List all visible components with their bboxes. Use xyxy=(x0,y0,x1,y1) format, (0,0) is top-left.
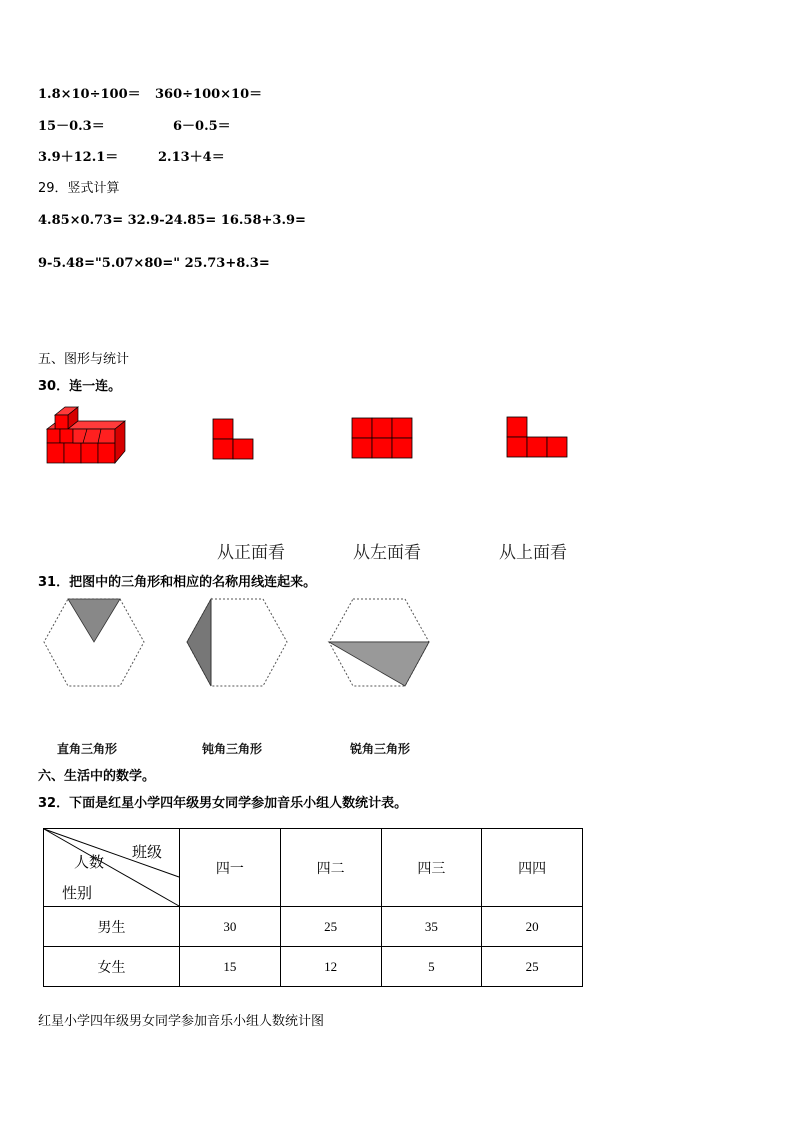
view-label-front: 从正面看 xyxy=(217,543,285,563)
table-cell: 12 xyxy=(280,947,381,987)
view-label-top: 从上面看 xyxy=(499,543,567,563)
view-label-left: 从左面看 xyxy=(353,543,421,563)
corner-label-gender: 性别 xyxy=(62,884,93,902)
col-header: 四二 xyxy=(280,829,381,907)
table-cell: 5 xyxy=(381,947,482,987)
hexagon-right-triangle xyxy=(42,597,146,689)
table-cell: 30 xyxy=(180,907,281,947)
table-cell: 25 xyxy=(280,907,381,947)
corner-label-count: 人数 xyxy=(74,853,105,871)
calc-2b: 6－0.5＝ xyxy=(173,119,231,134)
table-cell: 25 xyxy=(482,947,583,987)
row-header-girls: 女生 xyxy=(44,947,180,987)
q29-title: 29．竖式计算 xyxy=(38,181,120,196)
table-cell: 15 xyxy=(180,947,281,987)
view-shape-long xyxy=(507,417,569,459)
calc-1a: 1.8×10÷100＝ xyxy=(38,87,141,102)
label-right-triangle: 直角三角形 xyxy=(57,742,118,756)
col-header: 四四 xyxy=(482,829,583,907)
cube-stack-figure xyxy=(45,407,125,467)
calc-1b: 360÷100×10＝ xyxy=(155,87,263,102)
view-shape-grid xyxy=(352,418,414,460)
label-obtuse-triangle: 钝角三角形 xyxy=(202,742,263,756)
table-cell: 35 xyxy=(381,907,482,947)
q31-title: 31．把图中的三角形和相应的名称用线连起来。 xyxy=(38,575,317,590)
col-header: 四三 xyxy=(381,829,482,907)
q30-title: 30．连一连。 xyxy=(38,379,122,394)
section6-title: 六、生活中的数学。 xyxy=(38,769,156,784)
view-shape-left xyxy=(213,419,255,461)
chart-title: 红星小学四年级男女同学参加音乐小组人数统计图 xyxy=(38,1014,325,1029)
q29-line1: 4.85×0.73= 32.9-24.85= 16.58+3.9= xyxy=(38,213,306,228)
col-header: 四一 xyxy=(180,829,281,907)
calc-3b: 2.13＋4＝ xyxy=(158,150,225,165)
q32-title: 32．下面是红星小学四年级男女同学参加音乐小组人数统计表。 xyxy=(38,796,408,811)
q29-line2: 9-5.48="5.07×80=" 25.73+8.3= xyxy=(38,256,270,271)
section5-title: 五、图形与统计 xyxy=(38,352,130,367)
calc-3a: 3.9＋12.1＝ xyxy=(38,150,119,165)
table-cell: 20 xyxy=(482,907,583,947)
row-header-boys: 男生 xyxy=(44,907,180,947)
label-acute-triangle: 锐角三角形 xyxy=(350,742,411,756)
music-group-table xyxy=(43,828,583,987)
corner-label-class: 班级 xyxy=(132,843,163,861)
calc-2a: 15－0.3＝ xyxy=(38,119,105,134)
table-corner-cell xyxy=(44,829,180,907)
hexagon-acute-triangle xyxy=(327,597,431,689)
hexagon-obtuse-triangle xyxy=(185,597,289,689)
